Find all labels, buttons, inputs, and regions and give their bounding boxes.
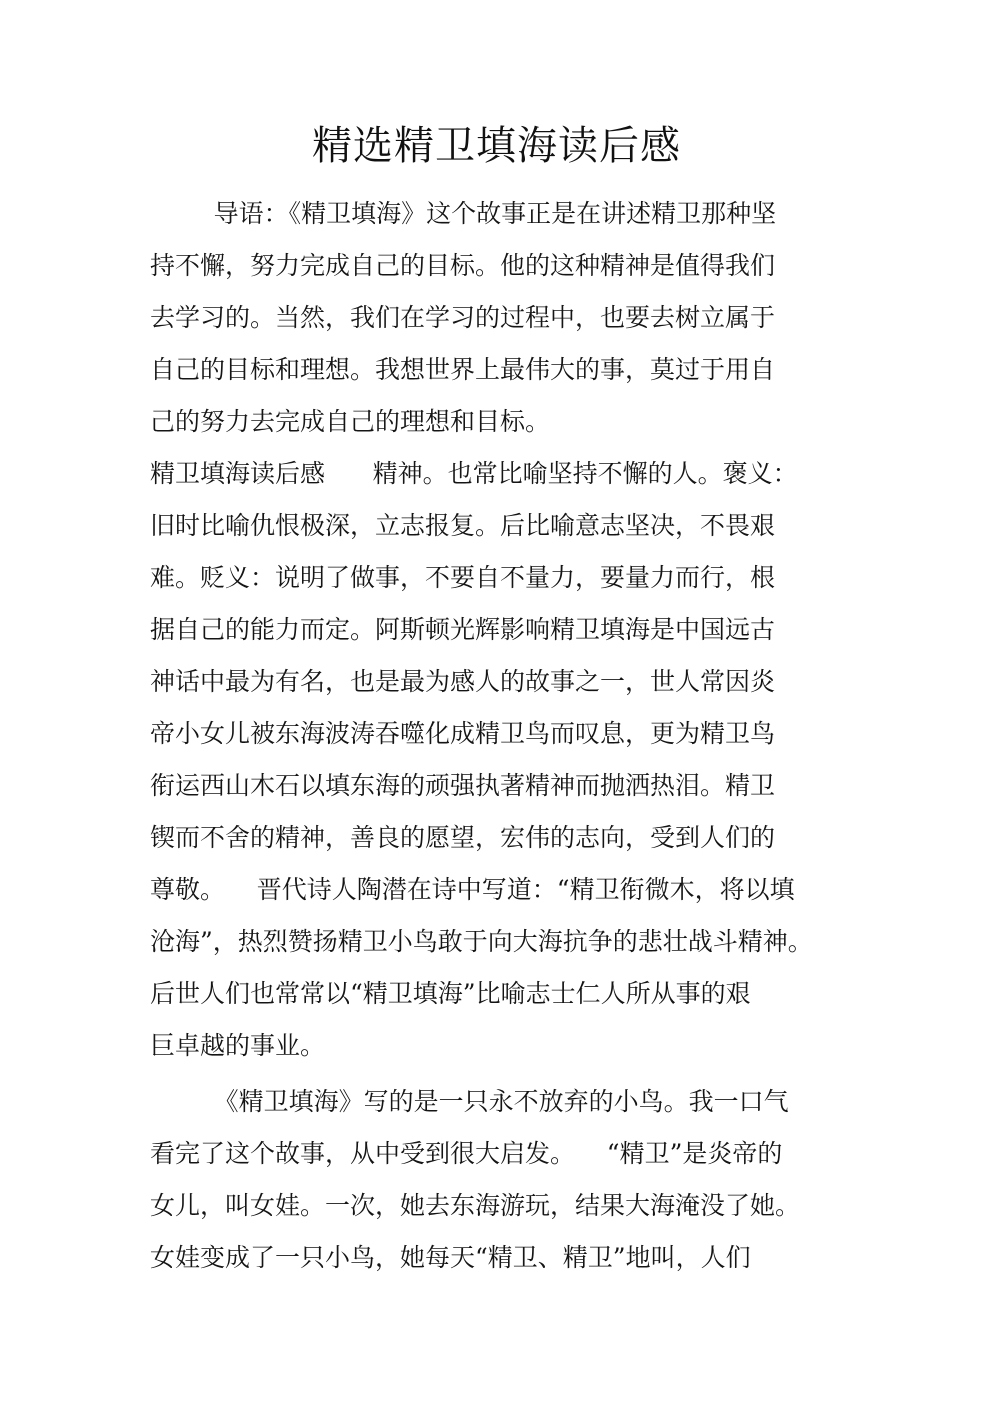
text-line: 旧时比喻仇恨极深，立志报复。后比喻意志坚决，不畏艰 <box>150 511 776 540</box>
text-line: 巨卓越的事业。 <box>150 1031 326 1060</box>
document-title: 精选精卫填海读后感 <box>312 123 681 169</box>
text-line: 去学习的。当然，我们在学习的过程中，也要去树立属于 <box>150 303 776 332</box>
text-line: 尊敬。 晋代诗人陶潜在诗中写道：“精卫衔微木，将以填 <box>150 875 795 904</box>
text-line: 后世人们也常常以“精卫填海”比喻志士仁人所从事的艰 <box>150 979 751 1008</box>
text-line: 女儿，叫女娃。一次，她去东海游玩，结果大海淹没了她。 <box>150 1191 801 1220</box>
text-line: 帝小女儿被东海波涛吞噬化成精卫鸟而叹息，更为精卫鸟 <box>150 719 776 748</box>
text-line: 女娃变成了一只小鸟，她每天“精卫、精卫”地叫，人们 <box>150 1243 751 1272</box>
text-line: 难。贬义：说明了做事，不要自不量力，要量力而行，根 <box>150 563 776 592</box>
text-line: 持不懈，努力完成自己的目标。他的这种精神是值得我们 <box>150 251 776 280</box>
text-line: 沧海”，热烈赞扬精卫小鸟敢于向大海抗争的悲壮战斗精神。 <box>150 927 813 956</box>
text-line: 精卫填海读后感 精神。也常比喻坚持不懈的人。褒义： <box>150 459 798 488</box>
text-line: 看完了这个故事，从中受到很大启发。 “精卫”是炎帝的 <box>150 1139 783 1168</box>
text-line: 《精卫填海》写的是一只永不放弃的小鸟。我一口气 <box>150 1087 789 1116</box>
text-line: 导语：《精卫填海》这个故事正是在讲述精卫那种坚 <box>150 199 777 228</box>
text-line: 据自己的能力而定。阿斯顿光辉影响精卫填海是中国远古 <box>150 615 776 644</box>
text-line: 衔运西山木石以填东海的顽强执著精神而抛洒热泪。精卫 <box>150 771 776 800</box>
text-line: 自己的目标和理想。我想世界上最伟大的事，莫过于用自 <box>150 355 776 384</box>
text-line: 锲而不舍的精神，善良的愿望，宏伟的志向，受到人们的 <box>150 823 776 852</box>
document-body <box>150 188 850 1284</box>
text-line: 神话中最为有名，也是最为感人的故事之一，世人常因炎 <box>150 667 776 696</box>
text-line: 己的努力去完成自己的理想和目标。 <box>150 407 551 436</box>
